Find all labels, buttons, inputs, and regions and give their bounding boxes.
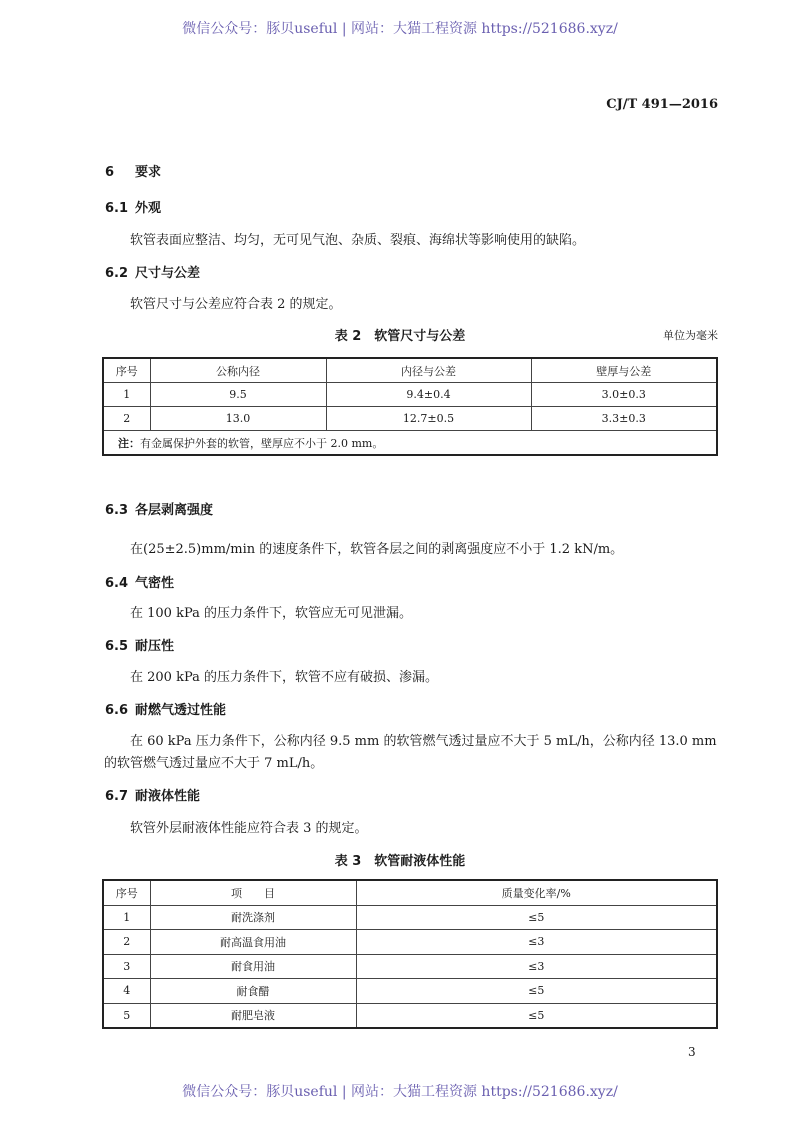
header-cell: 项 目 [150,880,356,905]
cell: 1 [103,905,150,930]
header-cell: 壁厚与公差 [531,358,717,383]
cell: 9.4±0.4 [326,383,531,407]
standard-code: CJ/T 491—2016 [606,97,718,112]
header-cell: 公称内径 [150,358,326,383]
page-number: 3 [688,1045,696,1059]
cell: 9.5 [150,383,326,407]
cell: 耐高温食用油 [150,930,356,955]
cell: 2 [103,930,150,955]
section-heading-6: 6 要求 [105,165,162,180]
cell: ≤3 [356,954,717,979]
table2 [102,357,718,456]
note-label: 注： [118,436,140,450]
note-text: 有金属保护外套的软管，壁厚应不小于 2.0 mm。 [140,436,384,450]
cell: 12.7±0.5 [326,407,531,431]
table3-caption: 表 3 软管耐液体性能 [334,854,466,869]
section-heading-6-5: 6.5 耐压性 [105,639,175,654]
section-heading-6-6: 6.6 耐燃气透过性能 [105,703,227,718]
cell: 13.0 [150,407,326,431]
header-cell: 序号 [103,880,150,905]
table-header-row [103,358,717,383]
cell: 4 [103,979,150,1004]
section-text: 在(25±2.5)mm/min 的速度条件下，软管各层之间的剥离强度应不小于 1.2 kN/m。 [130,542,624,557]
table-row [103,1003,717,1028]
table2-unit: 单位为毫米 [663,329,718,342]
cell: 3.0±0.3 [531,383,717,407]
table-row [103,905,717,930]
cell: 耐食用油 [150,954,356,979]
section-heading-6-1: 6.1 外观 [105,201,162,216]
watermark-bottom: 微信公众号：豚贝useful | 网站：大猫工程资源 https://521686.xyz/ [182,1084,618,1100]
cell: 耐食醋 [150,979,356,1004]
table-row [103,954,717,979]
section-heading-6-7: 6.7 耐液体性能 [105,789,201,804]
cell: 5 [103,1003,150,1028]
section-text: 在 60 kPa 压力条件下，公称内径 9.5 mm 的软管燃气透过量应不大于 5 mL/h，公称内径 13.0 mm [130,734,717,749]
cell: ≤5 [356,905,717,930]
section-text: 软管表面应整洁、均匀，无可见气泡、杂质、裂痕、海绵状等影响使用的缺陷。 [130,233,586,248]
table2-caption: 表 2 软管尺寸与公差 [334,329,466,344]
section-heading-6-3: 6.3 各层剥离强度 [105,503,214,518]
header-cell: 内径与公差 [326,358,531,383]
cell: ≤5 [356,979,717,1004]
table-row [103,979,717,1004]
header-cell: 质量变化率/% [356,880,717,905]
section-heading-6-2: 6.2 尺寸与公差 [105,266,201,281]
cell: 3.3±0.3 [531,407,717,431]
table-note-row [103,431,717,456]
section-text: 软管尺寸与公差应符合表 2 的规定。 [130,297,342,312]
section-heading-6-4: 6.4 气密性 [105,576,175,591]
watermark-top: 微信公众号：豚贝useful | 网站：大猫工程资源 https://521686.xyz/ [182,21,618,37]
table-row [103,930,717,955]
table-row [103,383,717,407]
table3 [102,879,718,1029]
cell: 3 [103,954,150,979]
section-text: 的软管燃气透过量应不大于 7 mL/h。 [104,756,324,771]
cell: 耐洗涤剂 [150,905,356,930]
header-cell: 序号 [103,358,150,383]
cell: 2 [103,407,150,431]
cell: 1 [103,383,150,407]
section-text: 在 200 kPa 的压力条件下，软管不应有破损、渗漏。 [130,670,439,685]
section-text: 软管外层耐液体性能应符合表 3 的规定。 [130,821,368,836]
cell: 耐肥皂液 [150,1003,356,1028]
cell: ≤5 [356,1003,717,1028]
cell: ≤3 [356,930,717,955]
table-row [103,407,717,431]
section-text: 在 100 kPa 的压力条件下，软管应无可见泄漏。 [130,606,413,621]
table-header-row [103,880,717,905]
